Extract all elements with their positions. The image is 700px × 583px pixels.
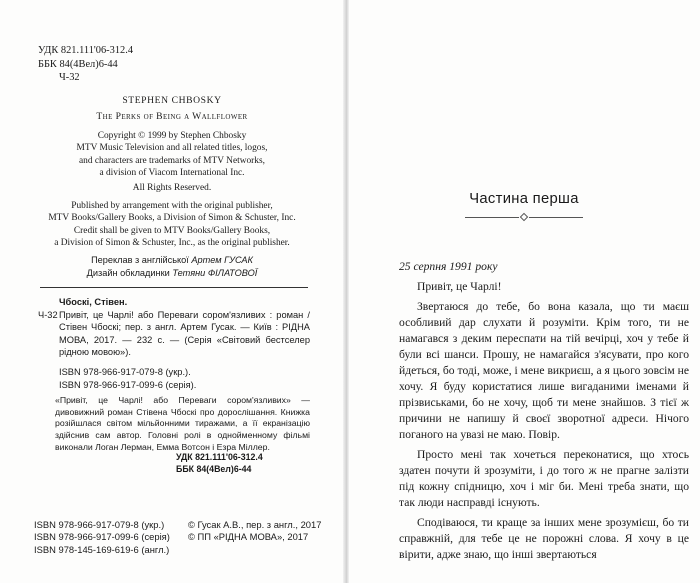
published-line: MTV Books/Gallery Books, a Division of Simon & Schuster, Inc. [48, 213, 296, 224]
isbn-line: ISBN 978-966-917-099-6 (серія). [59, 379, 197, 390]
book-annotation: «Привіт, це Чарлі! або Переваги сором'язливих» — дивовижний роман Стівена Чбоскі про дорослішання. Книжка розійшлася світом мільйонними тиражами, а її екранізацію здійснив сам автор. Головні ролі в однойменному фільмі виконали Логан Лерман, Емма Вотсон і Езра Міллер. [55, 395, 310, 452]
copyright-line: a division of Viacom International Inc. [99, 167, 245, 178]
credit-line: a Division of Simon & Schuster, Inc., as the original publisher. [54, 238, 290, 249]
bottom-copyright-line: © ПП «РІДНА МОВА», 2017 [188, 531, 309, 543]
divider-line [40, 287, 308, 288]
rights-reserved: All Rights Reserved. [132, 183, 212, 193]
designer-credit [0, 267, 344, 280]
part-title: Частина перша [469, 191, 579, 207]
credit-notice [0, 225, 344, 250]
bbk-code: ББК 84(4Вел)6-44 [38, 58, 118, 70]
translator-name: Артем ГУСАК [191, 255, 253, 265]
biblio-description: Привіт, це Чарлі! або Переваги сором'язливих : роман / Стівен Чбоскі; пер. з англ. Артем Гусак. — Київ : РІДНА МОВА, 2017. — 232 с. — (Серія «Світовий бестселер рідною мовою»). [59, 309, 310, 357]
paragraph: Просто мені так хочеться переконатися, що хтось здатен почути й зрозуміти, і до того ж не прагне залізти під кожну спідницю, хоч і міг би. Мені треба знати, що так люди насправді існують. [399, 448, 689, 509]
original-author: STEPHEN CHBOSKY [122, 95, 222, 106]
translator-credit [0, 254, 344, 267]
designer-label: Дизайн обкладинки [86, 267, 170, 278]
bbk-repeat: ББК 84(4Вел)6-44 [176, 463, 252, 474]
author-mark: Ч-32 [59, 72, 80, 83]
copyright-line: and characters are trademarks of MTV Networks, [79, 155, 265, 166]
bottom-isbn-list [34, 519, 170, 556]
original-book-title: The Perks of Being a Wallflower [96, 111, 248, 122]
paragraph: Привіт, це Чарлі! [417, 280, 502, 293]
isbn-line: ISBN 978-966-917-079-8 (укр.). [59, 367, 191, 377]
designer-name: Тетяни ФІЛАТОВОЇ [172, 267, 258, 278]
bibliographic-record [38, 296, 310, 359]
catalog-block [38, 44, 133, 85]
diamond-icon [520, 213, 528, 221]
bottom-copyright-line: © Гусак А.В., пер. з англ., 2017 [188, 519, 322, 530]
copyright-line: Copyright © 1999 by Stephen Chbosky [97, 131, 247, 141]
letter-body [399, 279, 689, 567]
copyright-line: MTV Music Television and all related titles, logos, [76, 143, 268, 154]
udk-repeat: УДК 821.111'06-312.4 [176, 452, 263, 462]
copyright-notice [0, 130, 344, 179]
translator-label: Переклав з англійської [91, 255, 189, 265]
paragraph: Звертаюся до тебе, бо вона казала, що ти маєш особливий дар слухати й розуміти. Крім того, ти не намагався з деким переспати на тій вечірці, хоч у тебе й були всі шанси. Прошу, не намагайся з'ясувати, про кого йдеться, бо тоді, може, і мене викриєш, а я цього зовсім не хочу. Я буду користатися лише вигаданими іменами й прізвиськами, бо не хочу, щоб ти мене знайшов. З тієї ж причини не напишу й своєї зворотної адреси. Нічого поганого на увазі не маю. Повір. [399, 300, 689, 441]
left-page [0, 0, 344, 583]
right-page-content [348, 0, 700, 583]
biblio-author: Чбоскі, Стівен. [59, 297, 128, 307]
ornament-line [529, 217, 583, 218]
bottom-isbn-line: ISBN 978-966-917-099-6 (серія) [34, 531, 170, 543]
bottom-copyright [188, 519, 321, 544]
classification-repeat [176, 452, 263, 475]
biblio-code: Ч-32 [38, 309, 58, 320]
ornament-line [465, 217, 519, 218]
biblio-row [38, 309, 310, 359]
isbn-list [59, 366, 196, 391]
paragraph: Сподіваюся, ти краще за інших мене зрозумієш, бо ти справжній, для тебе це не порожні слова. Я хочу в це вірити, адже знаю, що інші звертаються [399, 516, 689, 561]
credit-line: Credit shall be given to MTV Books/Gallery Books, [73, 226, 271, 236]
letter-date: 25 серпня 1991 року [399, 260, 498, 273]
published-notice [0, 200, 344, 225]
ornament-divider [465, 213, 583, 223]
credits-block [0, 254, 344, 280]
bottom-isbn-line: ISBN 978-966-917-079-8 (укр.) [34, 519, 165, 530]
published-line: Published by arrangement with the original publisher, [71, 201, 273, 211]
bottom-isbn-line: ISBN 978-145-169-619-6 (англ.) [34, 543, 170, 555]
udk-code: УДК 821.111'06-312.4 [38, 45, 134, 56]
